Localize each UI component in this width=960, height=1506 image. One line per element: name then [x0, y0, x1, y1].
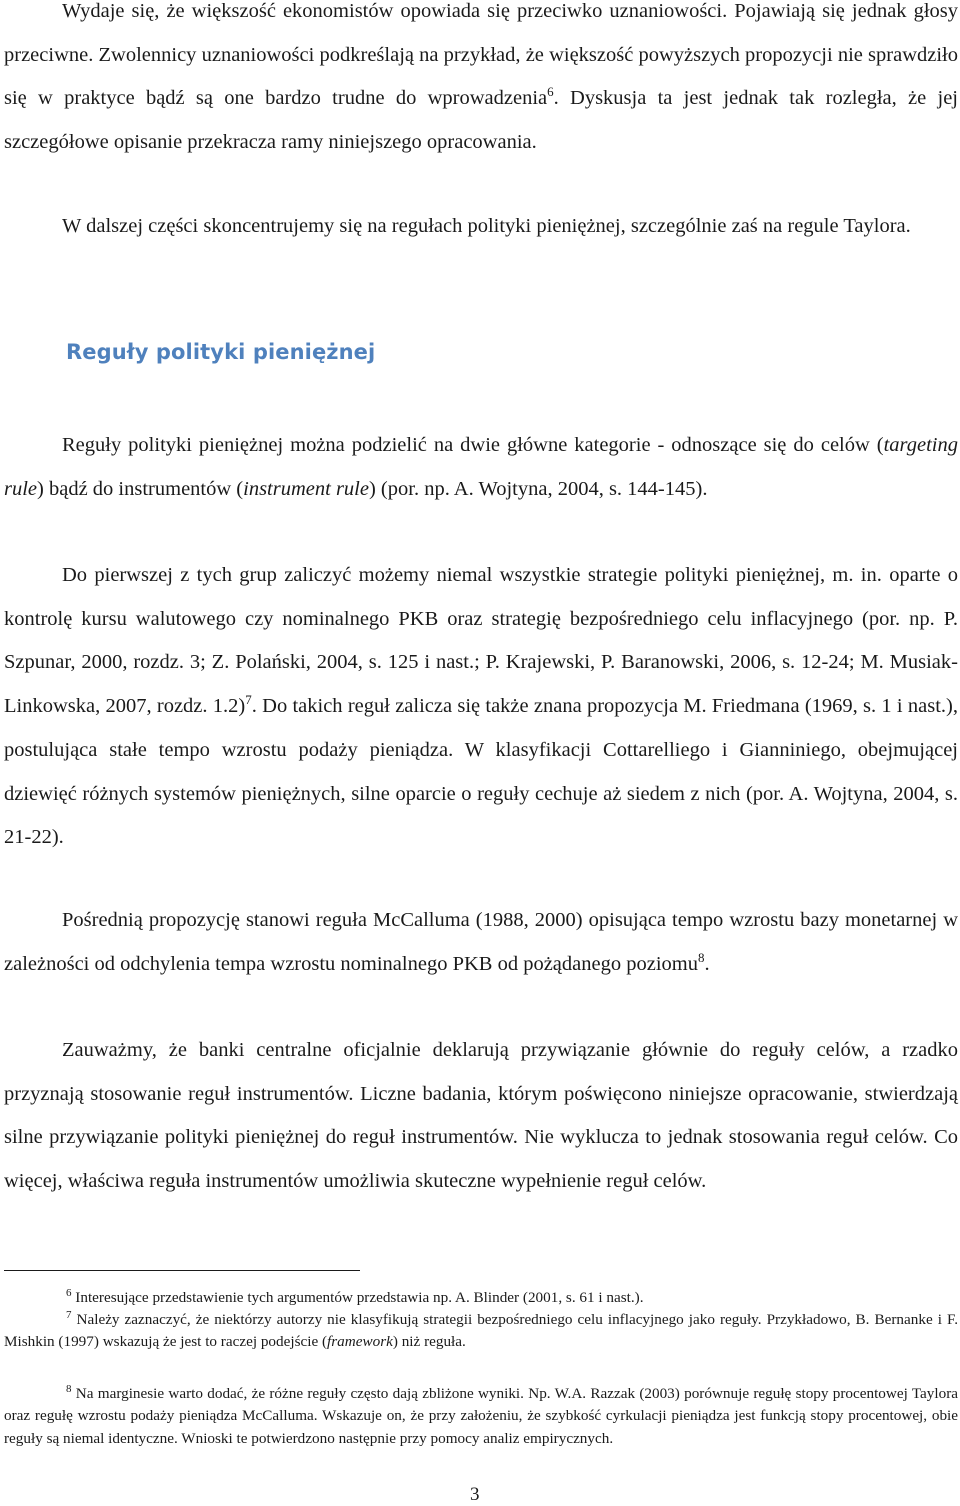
- paragraph-5: [4, 899, 958, 986]
- paragraph-5-text-a: Pośrednią propozycję stanowi reguła McCalluma (1988, 2000) opisująca tempo wzrostu bazy monetarnej w zależności od odchylenia tempa wzrostu nominalnego PKB od pożądanego poziomu: [4, 909, 958, 975]
- footnote-8-text: Na marginesie warto dodać, że różne reguły często dają zbliżone wyniki. Np. W.A. Razzak (2003) porównuje regułę stopy procentowej Taylora oraz regułę wzrostu podaży pieniądza McCalluma. Wskazuje on, że przy założeniu, że szybkość cyrkulacji pieniądza jest funkcją stopy procentowej, obie reguły są niemal identyczne. Wnioski te potwierdzono następnie przy pomocy analiz empirycznych.: [4, 1385, 958, 1447]
- footnote-8: [4, 1383, 958, 1450]
- paragraph-5-text-b: .: [704, 952, 710, 975]
- footnote-7-text-a: Należy zaznaczyć, że niektórzy autorzy nie klasyfikują strategii bezpośredniego celu inflacyjnego jako reguły. Przykładowo, B. Bernanke i F. Mishkin (1997) wskazują że jest to raczej podejście (: [4, 1311, 958, 1351]
- paragraph-3-text-b: ) bądź do instrumentów (: [37, 477, 244, 500]
- paragraph-6: Zauważmy, że banki centralne oficjalnie deklarują przywiązanie głównie do reguły celów, a rzadko przyznają stosowanie reguł instrumentów. Liczne badania, którym poświęcono niniejsze opracowanie, stwierdzają silne przywiązanie polityki pieniężnej do reguł instrumentów. Nie wyklucza to jednak stosowania reguł celów. Co więcej, właściwa reguła instrumentów umożliwia skuteczne wypełnienie reguł celów.: [4, 1039, 958, 1193]
- footnote-ref-7[interactable]: 7: [245, 692, 252, 708]
- footnote-6: [4, 1287, 958, 1309]
- footnote-7-text-b: ) niż reguła.: [392, 1333, 466, 1351]
- paragraph-3-text-c: ) (por. np. A. Wojtyna, 2004, s. 144-145).: [368, 477, 708, 500]
- paragraph-1: [4, 0, 958, 165]
- footnote-ref-6[interactable]: 6: [547, 84, 554, 100]
- paragraph-1-text-b: . Dyskusja ta jest jednak tak rozległa, że jej szczegółowe opisanie przekracza ramy niniejszego opracowania.: [4, 87, 958, 154]
- term-instrument-rule: instrument rule: [243, 477, 369, 500]
- paragraph-3: [4, 424, 958, 511]
- paragraph-4-text-a: Do pierwszej z tych grup zaliczyć możemy niemal wszystkie strategie polityki pieniężnej, m. in. oparte o kontrolę kursu walutowego czy nominalnego PKB oraz strategię bezpośredniego celu inflacyjnego (por. np. P. Szpunar, 2000, rozdz. 3; Z. Polański, 2004, s. 125 i nast.; P. Krajewski, P. Baranowski, 2006, s. 12-24; M. Musiak-Linkowska, 2007, rozdz. 1.2): [4, 564, 958, 718]
- footnote-6-number: 6: [66, 1287, 72, 1299]
- paragraph-2: W dalszej części skoncentrujemy się na regułach polityki pieniężnej, szczególnie zaś na regule Taylora.: [62, 215, 911, 237]
- term-targeting-rule: targeting rule: [4, 434, 958, 500]
- footnote-6-text: Interesujące przedstawienie tych argumentów przedstawia np. A. Blinder (2001, s. 61 i nast.).: [71, 1289, 644, 1306]
- footnote-7: [4, 1309, 958, 1354]
- paragraph-3-text-a: Reguły polityki pieniężnej można podzielić na dwie główne kategorie - odnoszące się do celów (: [62, 434, 884, 456]
- term-framework: framework: [327, 1333, 393, 1351]
- paragraph-1-text-a: Wydaje się, że większość ekonomistów opowiada się przeciwko uznaniowości. Pojawiają się jednak głosy przeciwne. Zwolennicy uznaniowości podkreślają na przykład, że większość powyższych propozycji nie sprawdziło się w praktyce bądź są one bardzo trudne do wprowadzenia: [4, 0, 958, 110]
- page-number: 3: [470, 1484, 480, 1505]
- paragraph-4: [4, 554, 958, 860]
- paragraph-4-text-b: . Do takich reguł zalicza się także znana propozycja M. Friedmana (1969, s. 1 i nast.), postulująca stałe tempo wzrostu podaży pieniądza. W klasyfikacji Cottarelliego i Gianniniego, obejmującej dziewięć różnych systemów pieniężnych, silne oparcie o reguły cechuje aż siedem z nich (por. A. Wojtyna, 2004, s. 21-22).: [4, 695, 958, 849]
- section-heading: Reguły polityki pieniężnej: [66, 340, 376, 364]
- footnote-separator: [4, 1270, 360, 1271]
- footnote-8-number: 8: [66, 1383, 72, 1395]
- footnote-7-number: 7: [66, 1309, 72, 1321]
- footnote-ref-8[interactable]: 8: [697, 949, 705, 965]
